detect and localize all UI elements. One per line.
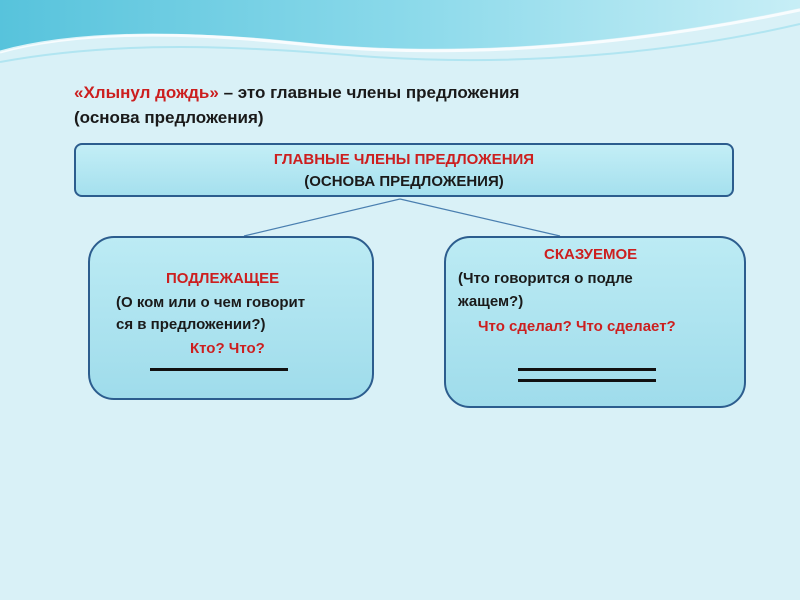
predicate-underline-bottom <box>518 379 656 382</box>
subject-question-line1: (О ком или о чем говорит <box>116 294 306 311</box>
predicate-question-line1: (Что говорится о подле <box>458 270 633 287</box>
title-quote: «Хлынул дождь» <box>74 83 219 102</box>
predicate-title: СКАЗУЕМОЕ <box>544 246 638 263</box>
main-parts-box <box>74 143 734 197</box>
subject-card <box>88 236 374 400</box>
title-rest: – это главные члены предложения <box>218 83 520 102</box>
subject-question-short: Кто? Что? <box>190 340 265 357</box>
title-line2: (основа предложения) <box>74 108 264 127</box>
main-parts-subheading: (ОСНОВА ПРЕДЛОЖЕНИЯ) <box>304 173 504 190</box>
decorative-wave-header <box>0 0 800 90</box>
subject-question-line2: ся в предложении?) <box>116 316 266 333</box>
slide-title <box>74 80 774 130</box>
predicate-question-short: Что сделал? Что сделает? <box>478 318 676 335</box>
connector-to-subject <box>244 199 400 236</box>
predicate-question-line2: жащем?) <box>458 293 524 310</box>
subject-underline-single <box>150 368 288 371</box>
subject-title: ПОДЛЕЖАЩЕЕ <box>166 270 280 287</box>
main-parts-heading: ГЛАВНЫЕ ЧЛЕНЫ ПРЕДЛОЖЕНИЯ <box>273 151 535 168</box>
connector-to-predicate <box>400 199 560 236</box>
predicate-underline-top <box>518 368 656 371</box>
predicate-card <box>444 236 746 408</box>
